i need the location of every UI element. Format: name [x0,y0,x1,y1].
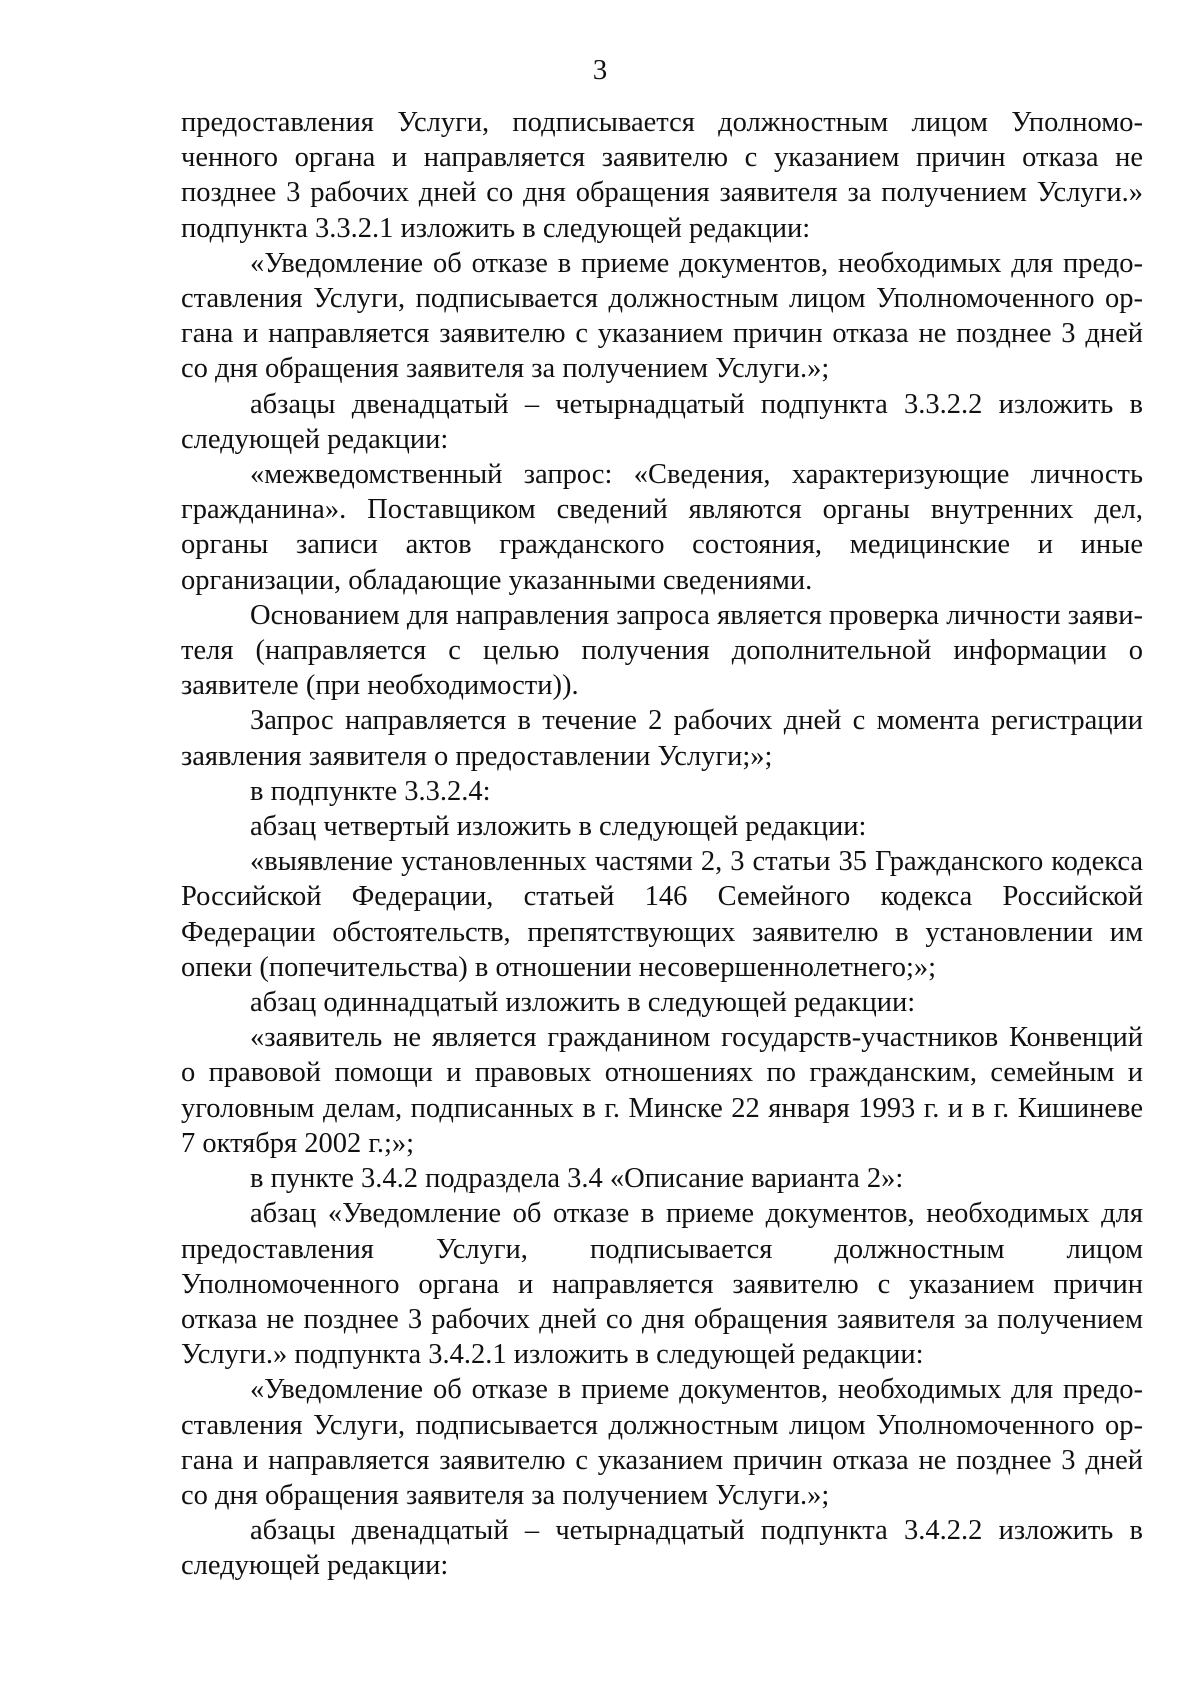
paragraph-request-timing: Запрос направляется в течение 2 рабочих дней с момента регистрации заявления заявителя о предоставлении Услуги;»; [181,705,1143,772]
paragraph-quoted-notice-3-3-2-1: «Уведомление об отказе в приеме документов, необходимых для предоставления Услуги, подписывается должностным лицом Уполномоченного органа и направляется заявителю с указанием причин отказа не позднее 3 дней со дня обращения заявителя за получением Услуги.»; [181,247,1143,385]
paragraph-eleventh-abzac: абзац одиннадцатый изложить в следующей редакции: [250,987,916,1019]
paragraph-amend-3-3-2-2: абзацы двенадцатый – четырнадцатый подпункта 3.3.2.2 изложить в следующей редакции: [181,388,1143,455]
page-number: 3 [592,54,608,86]
paragraph-quoted-notice-3-4-2-1: «Уведомление об отказе в приеме документов, необходимых для предоставления Услуги, подписывается должностным лицом Уполномоченного органа и направляется заявителю с указанием причин отказа не позднее 3 дней со дня обращения заявителя за получением Услуги.»; [181,1374,1143,1511]
paragraph-point-3-4-2: в пункте 3.4.2 подраздела 3.4 «Описание варианта 2»: [250,1163,904,1195]
paragraph-continuation: предоставления Услуги, подписывается должностным лицом Уполномоченного органа и направляется заявителю с указанием причин отказа не позднее 3 рабочих дней со дня обращения заявителя за получением Услуги.» подпункта 3.3.2.1 изложить в следующей редакции: [181,107,1143,244]
document-body [181,105,1143,1584]
paragraph-fourth-abzac: абзац четвертый изложить в следующей редакции: [250,811,867,843]
paragraph-abzac-notice-3-4-2-1: абзац «Уведомление об отказе в приеме документов, необходимых для предоставления Услуги, подписывается должностным лицом Уполномоченного органа и направляется заявителю с указанием причин отказа не позднее 3 рабочих дней со дня обращения заявителя за получением Услуги.» подпункта 3.4.2.1 изложить в следующей редакции: [181,1198,1143,1371]
paragraph-circumstances: «выявление установленных частями 2, 3 статьи 35 Гражданского кодекса Российской Федерации, статьей 146 Семейного кодекса Российской Федерации обстоятельств, препятствующих заявителю в установлении им опеки (попечительства) в отношении несовершеннолетнего;»; [181,846,1143,983]
paragraph-amend-3-4-2-2: абзацы двенадцатый – четырнадцатый подпункта 3.4.2.2 изложить в следующей редакции: [181,1515,1143,1582]
paragraph-conventions: «заявитель не является гражданином государств-участников Конвенций о правовой помощи и правовых отношениях по гражданским, семейным и уголовным делам, подписанных в г. Минске 22 января 1993 г. и в г. Кишиневе 7 октября 2002 г.;»; [181,1022,1143,1159]
paragraph-request-basis: Основанием для направления запроса является проверка личности заявителя (направляется с целью получения дополнительной информации о заявителе (при необходимости)). [181,599,1143,702]
paragraph-subpoint-3-3-2-4: в подпункте 3.3.2.4: [250,775,491,807]
paragraph-interagency-request: «межведомственный запрос: «Сведения, характеризующие личность гражданина». Поставщиком сведений являются органы внутренних дел, органы записи актов гражданского состояния, медицинские и иные организации, обладающие указанными сведениями. [181,459,1143,596]
